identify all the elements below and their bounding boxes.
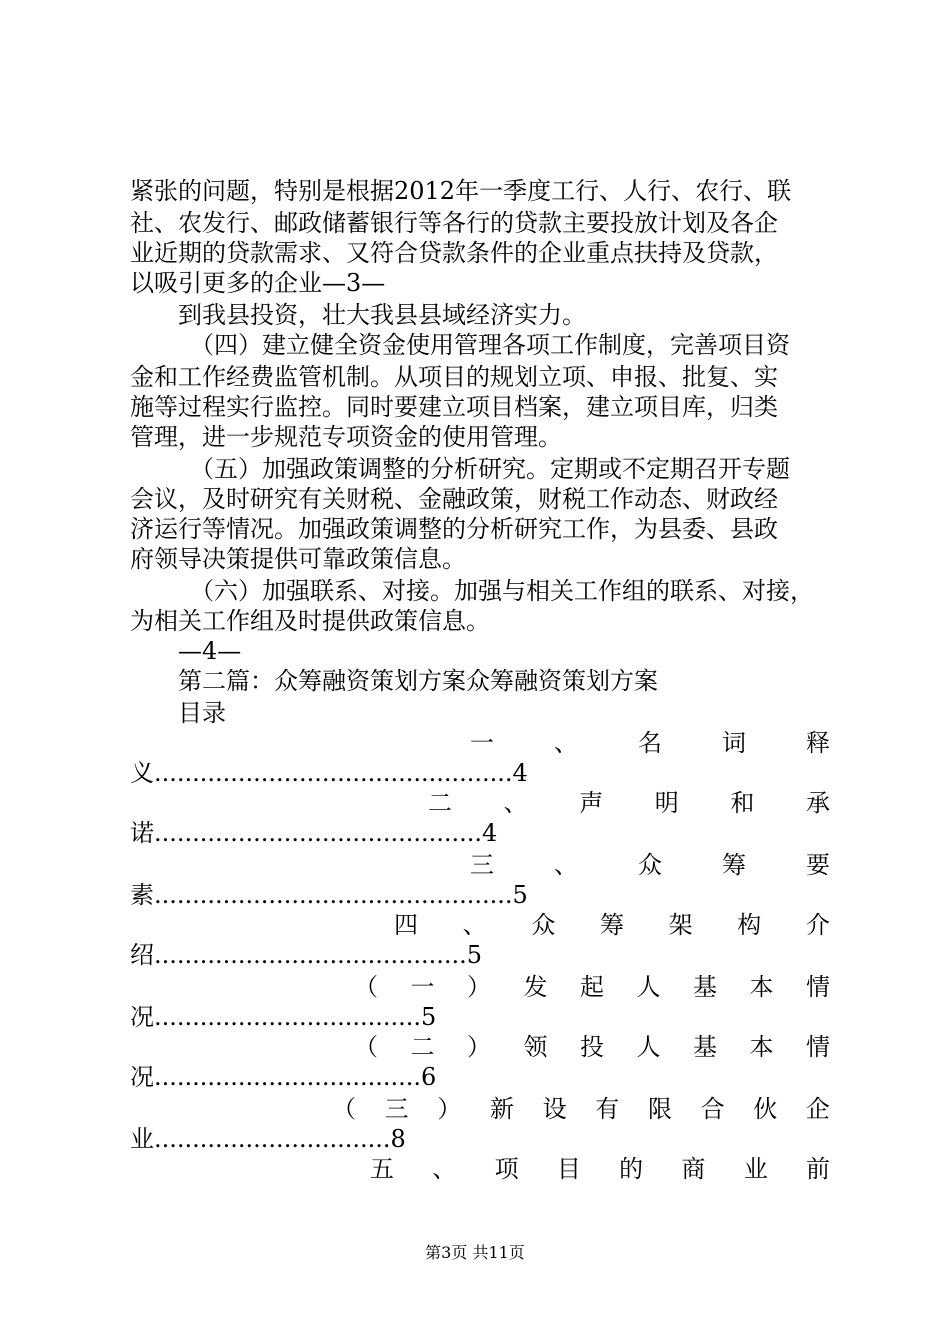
toc-char: 词 [722, 729, 746, 757]
body-line: 管理，进一步规范专项资金的使用管理。 [130, 423, 562, 451]
toc-entry-tail: 义...............................................4 [130, 759, 528, 787]
body-line: 业近期的贷款需求、又符合贷款条件的企业重点扶持及贷款， [130, 239, 778, 267]
body-line: 施等过程实行监控。同时要建立项目档案，建立项目库，归类 [130, 393, 778, 421]
toc-entry-head [470, 850, 830, 880]
toc-char: 有 [595, 1095, 620, 1123]
section-title: 第二篇：众筹融资策划方案众筹融资策划方案 [178, 667, 658, 695]
body-line: 社、农发行、邮政储蓄银行等各行的贷款主要投放计划及各企 [130, 209, 778, 237]
toc-char: ） [437, 1095, 462, 1123]
toc-char: 一 [470, 729, 494, 757]
toc-char: （ [354, 973, 378, 1001]
toc-char: 介 [805, 911, 830, 939]
toc-char: 明 [654, 789, 679, 817]
toc-char: 释 [806, 729, 830, 757]
body-line: 会议，及时研究有关财税、金融政策，财税工作动态、财政经 [130, 485, 778, 513]
toc-char: 、 [554, 729, 578, 757]
toc-char: 名 [638, 729, 662, 757]
body-line: 济运行等情况。加强政策调整的分析研究工作，为县委、县政 [130, 515, 778, 543]
toc-char: 筹 [722, 851, 746, 879]
toc-char: 的 [619, 1155, 644, 1183]
toc-char: ） [467, 973, 491, 1001]
toc-char: 目 [556, 1155, 581, 1183]
body-line: 府领导决策提供可靠政策信息。 [130, 545, 466, 573]
paragraph-heading-5: （五）加强政策调整的分析研究。定期或不定期召开专题 [190, 455, 790, 483]
toc-char: 前 [805, 1155, 830, 1183]
toc-char: 业 [743, 1155, 768, 1183]
toc-char: 发 [523, 973, 548, 1001]
toc-entry-tail: 况...................................5 [130, 1003, 437, 1031]
toc-char: 构 [737, 911, 762, 939]
toc-char: 新 [489, 1095, 514, 1123]
toc-char: 四 [394, 911, 418, 939]
toc-entry-head [354, 1032, 830, 1062]
toc-char: 限 [647, 1095, 672, 1123]
toc-char: （ [354, 1033, 378, 1061]
page-marker: —4— [178, 637, 242, 665]
paragraph-heading-4: （四）建立健全资金使用管理各项工作制度，完善项目资 [190, 331, 790, 359]
toc-char: 本 [749, 973, 774, 1001]
toc-char: 、 [432, 1155, 457, 1183]
toc-entry-tail: 况...................................6 [130, 1063, 437, 1091]
toc-entry-tail: 绍.........................................5 [130, 941, 483, 969]
toc-char: 架 [668, 911, 693, 939]
toc-char: 伙 [753, 1095, 778, 1123]
body-line: 金和工作经费监管机制。从项目的规划立项、申报、批复、实 [130, 363, 778, 391]
toc-char: 合 [700, 1095, 725, 1123]
toc-entry-tail: 素...............................................5 [130, 881, 528, 909]
toc-char: 、 [462, 911, 487, 939]
toc-entry-head [354, 972, 830, 1002]
page-footer: 第3页 共11页 [425, 1243, 525, 1262]
toc-entry-head [470, 728, 830, 758]
toc-entry-head [370, 1154, 830, 1184]
toc-char: 领 [523, 1033, 548, 1061]
toc-char: 众 [531, 911, 556, 939]
toc-char: 和 [730, 789, 755, 817]
toc-char: 情 [806, 1033, 830, 1061]
body-line: 为相关工作组及时提供政策信息。 [130, 607, 490, 635]
toc-entry-head [332, 1094, 830, 1124]
toc-char: 三 [384, 1095, 409, 1123]
toc-heading: 目录 [178, 699, 226, 727]
toc-char: 人 [636, 1033, 661, 1061]
toc-char: 二 [428, 789, 452, 817]
toc-char: 承 [805, 789, 830, 817]
paragraph-heading-6: （六）加强联系、对接。加强与相关工作组的联系、对接， [190, 577, 814, 605]
toc-char: 三 [470, 851, 494, 879]
toc-char: 众 [638, 851, 662, 879]
toc-entry-tail: 业...............................8 [130, 1125, 406, 1153]
toc-char: 声 [579, 789, 604, 817]
toc-char: 、 [503, 789, 528, 817]
toc-char: 基 [693, 1033, 717, 1061]
toc-char: 企 [805, 1095, 830, 1123]
toc-char: 一 [410, 973, 435, 1001]
toc-char: 商 [681, 1155, 706, 1183]
body-line: 紧张的问题，特别是根据2012年一季度工行、人行、农行、联 [130, 177, 792, 205]
toc-char: 要 [806, 851, 830, 879]
toc-char: 投 [580, 1033, 604, 1061]
toc-char: ） [467, 1033, 491, 1061]
body-line: 以吸引更多的企业—3— [130, 269, 386, 297]
toc-entry-head [428, 788, 830, 818]
toc-char: 起 [580, 973, 604, 1001]
toc-char: （ [332, 1095, 356, 1123]
toc-entry-tail: 诺...........................................4 [130, 819, 498, 847]
toc-char: 五 [370, 1155, 394, 1183]
toc-char: 二 [410, 1033, 435, 1061]
body-line: 到我县投资，壮大我县县域经济实力。 [178, 301, 586, 329]
toc-char: 设 [542, 1095, 567, 1123]
toc-char: 、 [554, 851, 578, 879]
toc-char: 项 [494, 1155, 519, 1183]
toc-char: 基 [693, 973, 717, 1001]
toc-char: 筹 [599, 911, 624, 939]
toc-entry-head [394, 910, 830, 940]
toc-char: 本 [749, 1033, 774, 1061]
toc-char: 情 [806, 973, 830, 1001]
toc-char: 人 [636, 973, 661, 1001]
